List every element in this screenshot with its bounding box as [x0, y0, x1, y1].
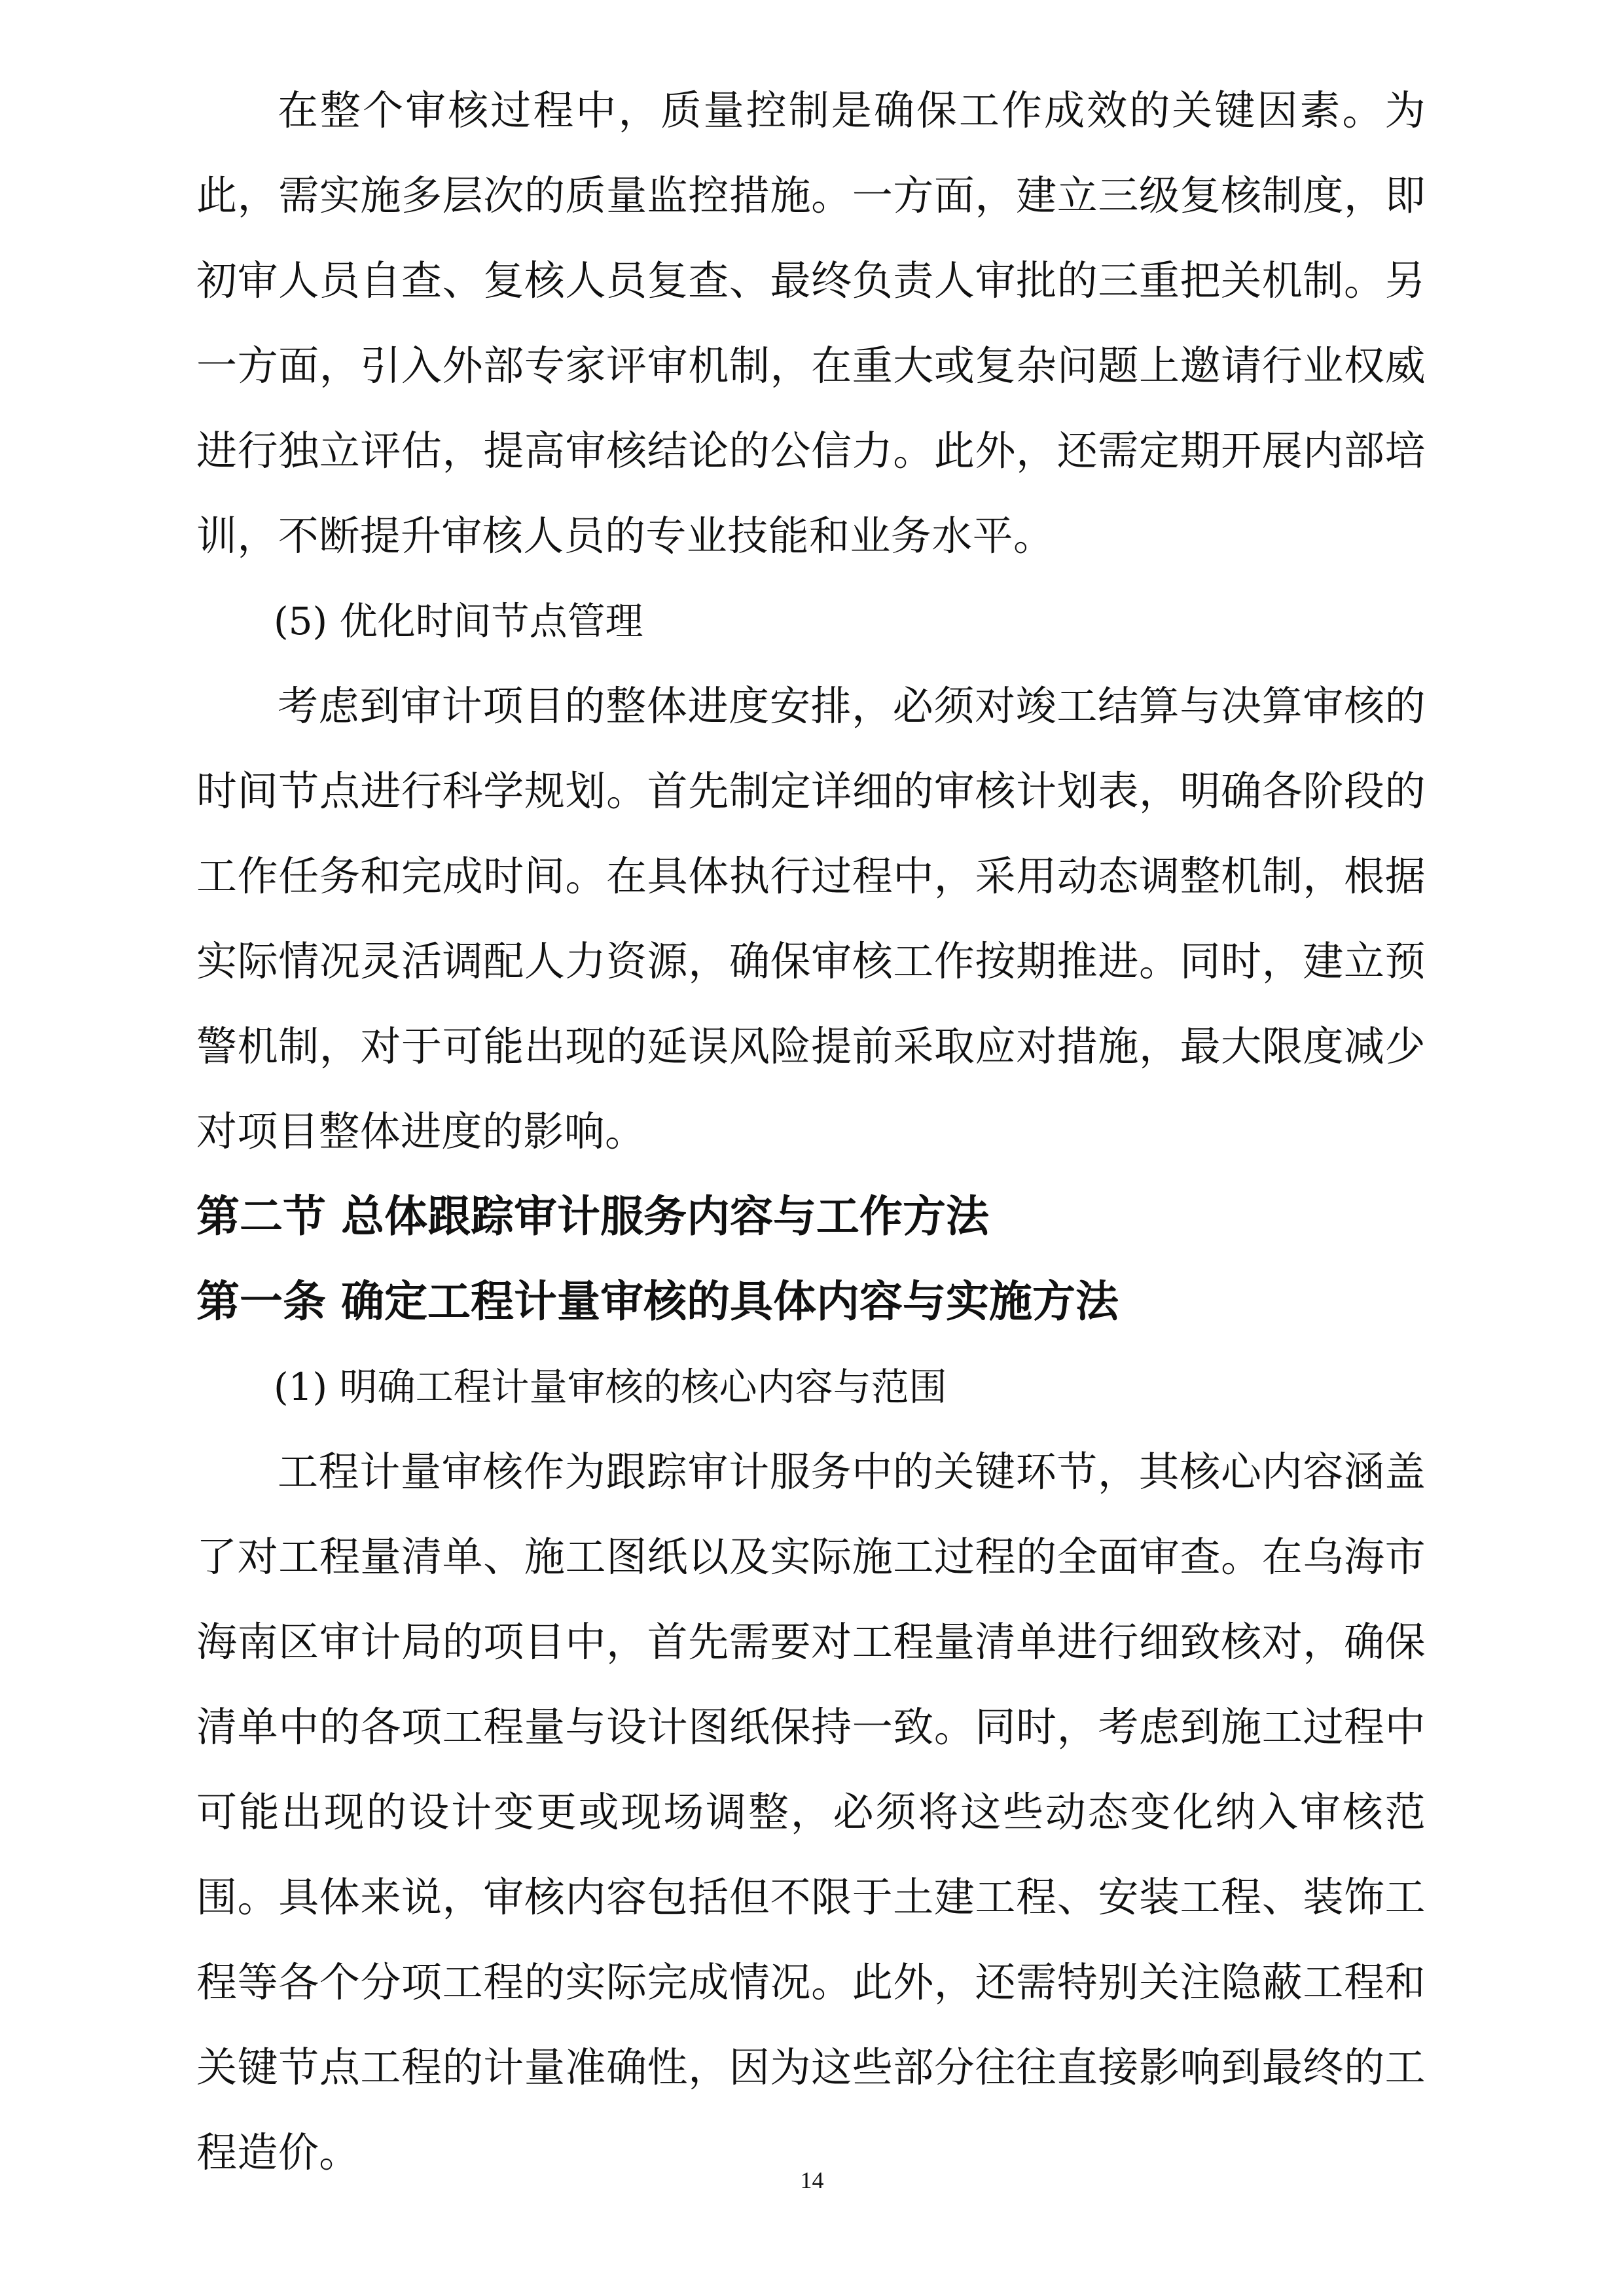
document-body [196, 68, 1426, 2195]
paragraph-quality-control: 在整个审核过程中，质量控制是确保工作成效的关键因素。为此，需实施多层次的质量监控措施。一方面，建立三级复核制度，即初审人员自查、复核人员复查、最终负责人审批的三重把关机制。另一方面，引入外部专家评审机制，在重大或复杂问题上邀请行业权威进行独立评估，提高审核结论的公信力。此外，还需定期开展内部培训，不断提升审核人员的专业技能和业务水平。 [196, 86, 1426, 560]
paragraph-time-node-management: 考虑到审计项目的整体进度安排，必须对竣工结算与决算审核的时间节点进行科学规划。首先制定详细的审核计划表，明确各阶段的工作任务和完成时间。在具体执行过程中，采用动态调整机制，根据实际情况灵活调配人力资源，确保审核工作按期推进。同时，建立预警机制，对于可能出现的延误风险提前采取应对措施，最大限度减少对项目整体进度的影响。 [196, 682, 1426, 1155]
article-heading: 第一条 确定工程计量审核的具体内容与实施方法 [196, 1276, 1119, 1327]
subheading-time-node-management: (5) 优化时间节点管理 [274, 599, 643, 643]
subheading-measurement-scope: (1) 明确工程计量审核的核心内容与范围 [274, 1365, 947, 1409]
paragraph-measurement-scope: 工程计量审核作为跟踪审计服务中的关键环节，其核心内容涵盖了对工程量清单、施工图纸以及实际施工过程的全面审查。在乌海市海南区审计局的项目中，首先需要对工程量清单进行细致核对，确保清单中的各项工程量与设计图纸保持一致。同时，考虑到施工过程中可能出现的设计变更或现场调整，必须将这些动态变化纳入审核范围。具体来说，审核内容包括但不限于土建工程、安装工程、装饰工程等各个分项工程的实际完成情况。此外，还需特别关注隐蔽工程和关键节点工程的计量准确性，因为这些部分往往直接影响到最终的工程造价。 [196, 1448, 1426, 2176]
page-number: 14 [800, 2167, 824, 2193]
section-heading: 第二节 总体跟踪审计服务内容与工作方法 [196, 1191, 989, 1242]
